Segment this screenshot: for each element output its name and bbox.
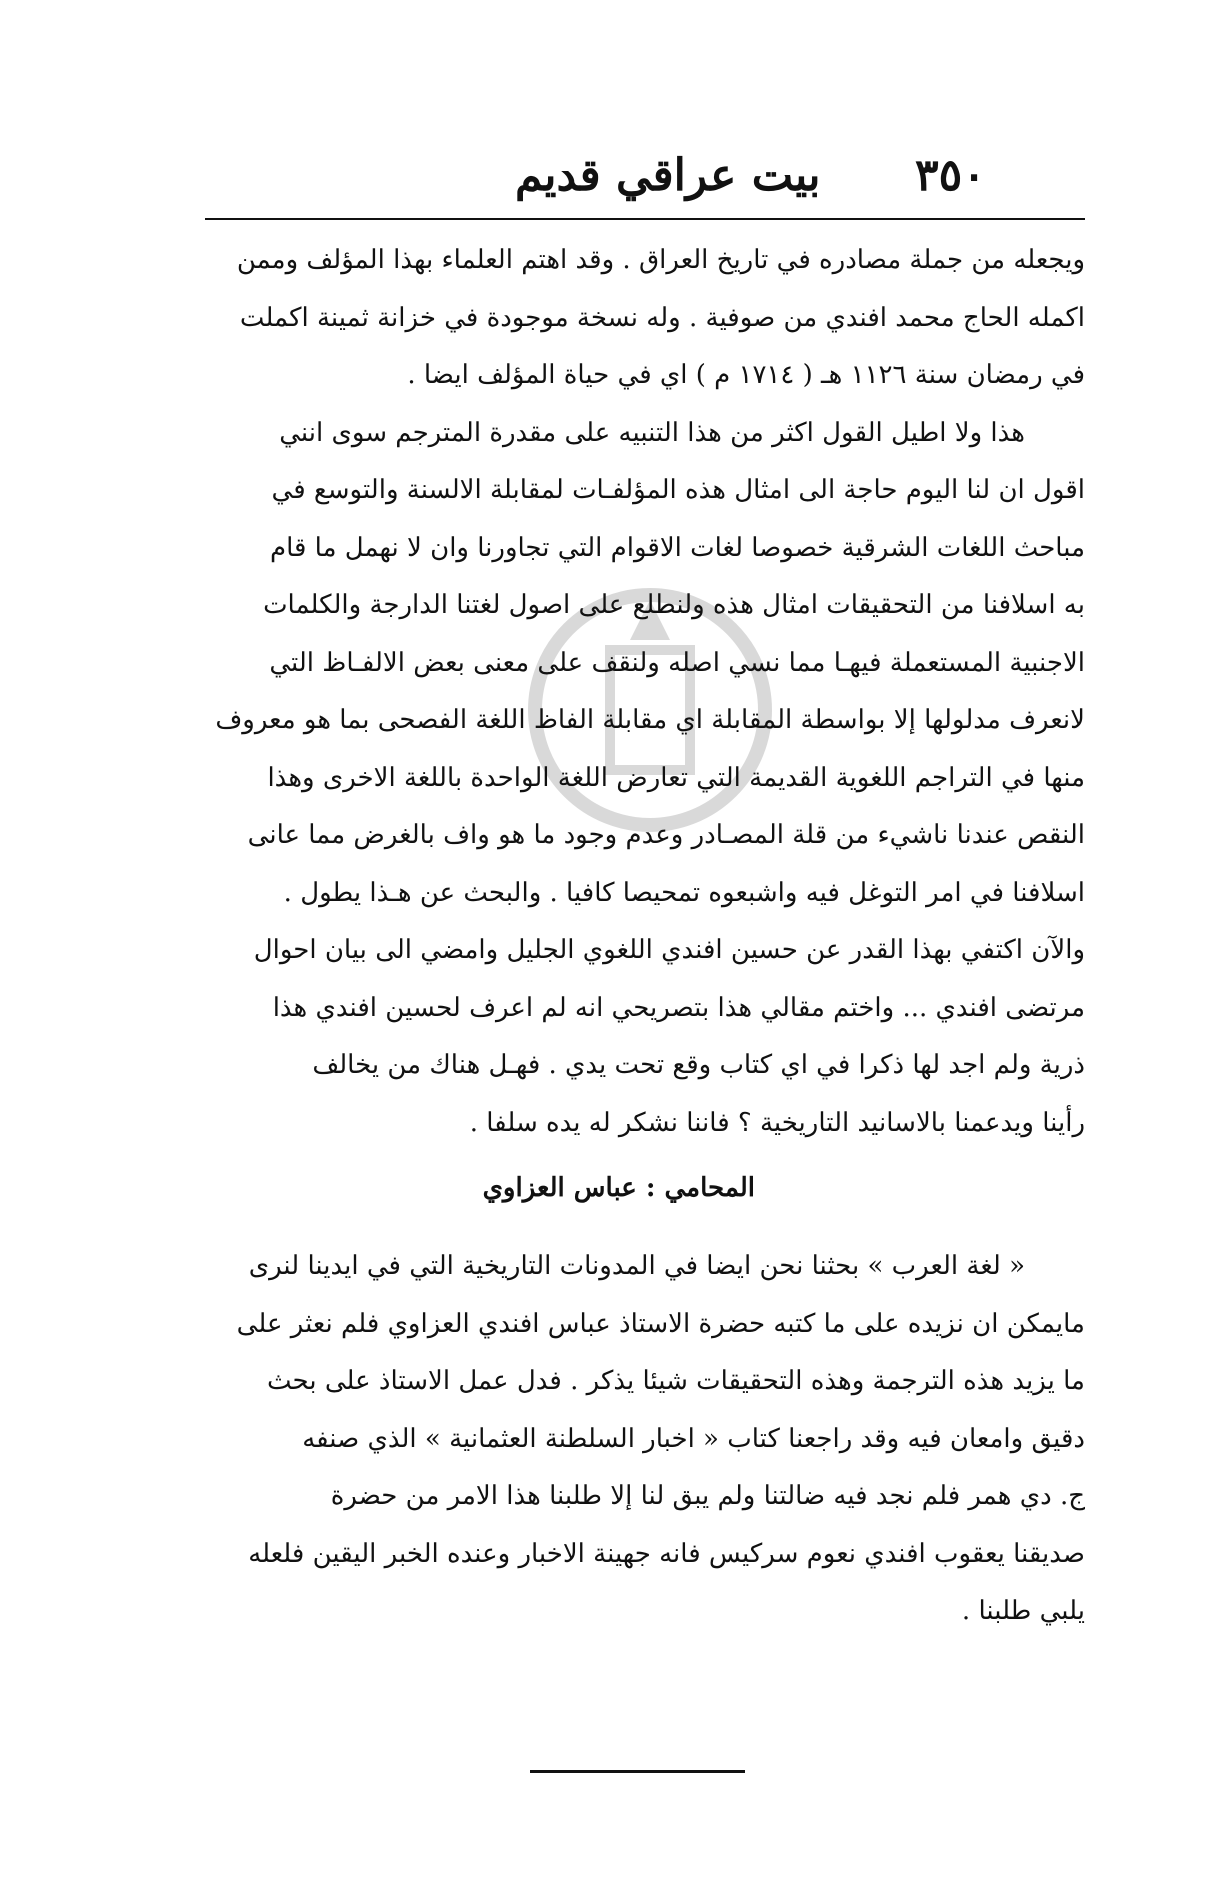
text-line: هذا ولا اطيل القول اكثر من هذا التنبيه على مقدرة المترجم سوى انني	[279, 417, 1025, 448]
running-title: بيت عراقي قديم	[515, 150, 821, 201]
text-line: ويجعله من جملة مصادره في تاريخ العراق . وقد اهتم العلماء بهذا المؤلف وممن	[236, 245, 1085, 275]
text-line: يلبي طلبنا .	[961, 1596, 1085, 1626]
text-line: اسلافنا في امر التوغل فيه واشبعوه تمحيصا كافيا . والبحث عن هـذا يطول .	[283, 877, 1085, 908]
page-header	[0, 150, 1231, 220]
text-line: صديقنا يعقوب افندي نعوم سركيس فانه جهينة الاخبار وعنده الخبر اليقين فلعله	[248, 1538, 1085, 1569]
paragraph-2	[205, 405, 1085, 1153]
text-line: مايمكن ان نزيده على ما كتبه حضرة الاستاذ عباس افندي العزاوي فلم نعثر على	[236, 1308, 1085, 1339]
text-line: مرتضى افندي ... واختم مقالي هذا بتصريحي انه لم اعرف لحسين افندي هذا	[272, 992, 1085, 1023]
text-line: ذرية ولم اجد لها ذكرا في اي كتاب وقع تحت يدي . فهـل هناك من يخالف	[312, 1050, 1085, 1080]
text-line: دقيق وامعان فيه وقد راجعنا كتاب « اخبار السلطنة العثمانية » الذي صنفه	[302, 1423, 1085, 1454]
text-line: النقص عندنا ناشيء من قلة المصـادر وعدم وجود ما هو واف بالغرض مما عانى	[247, 820, 1085, 850]
text-line: اقول ان لنا اليوم حاجة الى امثال هذه المؤلفـات لمقابلة الالسنة والتوسع في	[271, 475, 1085, 505]
text-line: اكمله الحاج محمد افندي من صوفية . وله نسخة موجودة في خزانة ثمينة اكملت	[239, 302, 1085, 333]
editorial-reply	[205, 1238, 1085, 1641]
text-line: لانعرف مدلولها إلا بواسطة المقابلة اي مقابلة الفاظ اللغة الفصحى بما هو معروف	[215, 705, 1085, 735]
paragraph-1	[205, 232, 1085, 405]
author-signature: المحامي : عباس العزاوي	[482, 1173, 755, 1203]
end-rule	[530, 1770, 745, 1773]
text-line: ج. دي همر فلم نجد فيه ضالتنا ولم يبق لنا إلا طلبنا هذا الامر من حضرة	[330, 1481, 1085, 1511]
page-number: ٣٥٠	[915, 150, 986, 201]
text-line: به اسلافنا من التحقيقات امثال هذه ولنطلع على اصول لغتنا الدارجة والكلمات	[263, 590, 1085, 620]
text-line: « لغة العرب » بحثنا نحن ايضا في المدونات التاريخية التي في ايدينا لنرى	[248, 1251, 1025, 1281]
header-rule	[205, 218, 1085, 220]
article-body	[205, 232, 1085, 1641]
text-line: في رمضان سنة ١١٢٦ هـ ( ١٧١٤ م ) اي في حياة المؤلف ايضا .	[407, 360, 1085, 390]
text-line: ما يزيد هذه الترجمة وهذه التحقيقات شيئا يذكر . فدل عمل الاستاذ على بحث	[267, 1366, 1085, 1396]
text-line: والآن اكتفي بهذا القدر عن حسين افندي اللغوي الجليل وامضي الى بيان احوال	[253, 935, 1085, 965]
text-line: مباحث اللغات الشرقية خصوصا لغات الاقوام التي تجاورنا وان لا نهمل ما قام	[269, 532, 1085, 563]
text-line: منها في التراجم اللغوية القديمة التي تعارض اللغة الواحدة باللغة الاخرى وهذا	[267, 762, 1085, 793]
text-line: الاجنبية المستعملة فيهـا مما نسي اصله ولنقف على معنى بعض الالفـاظ التي	[269, 647, 1085, 678]
text-line: رأينا ويدعمنا بالاسانيد التاريخية ؟ فاننا نشكر له يده سلفا .	[469, 1107, 1085, 1138]
